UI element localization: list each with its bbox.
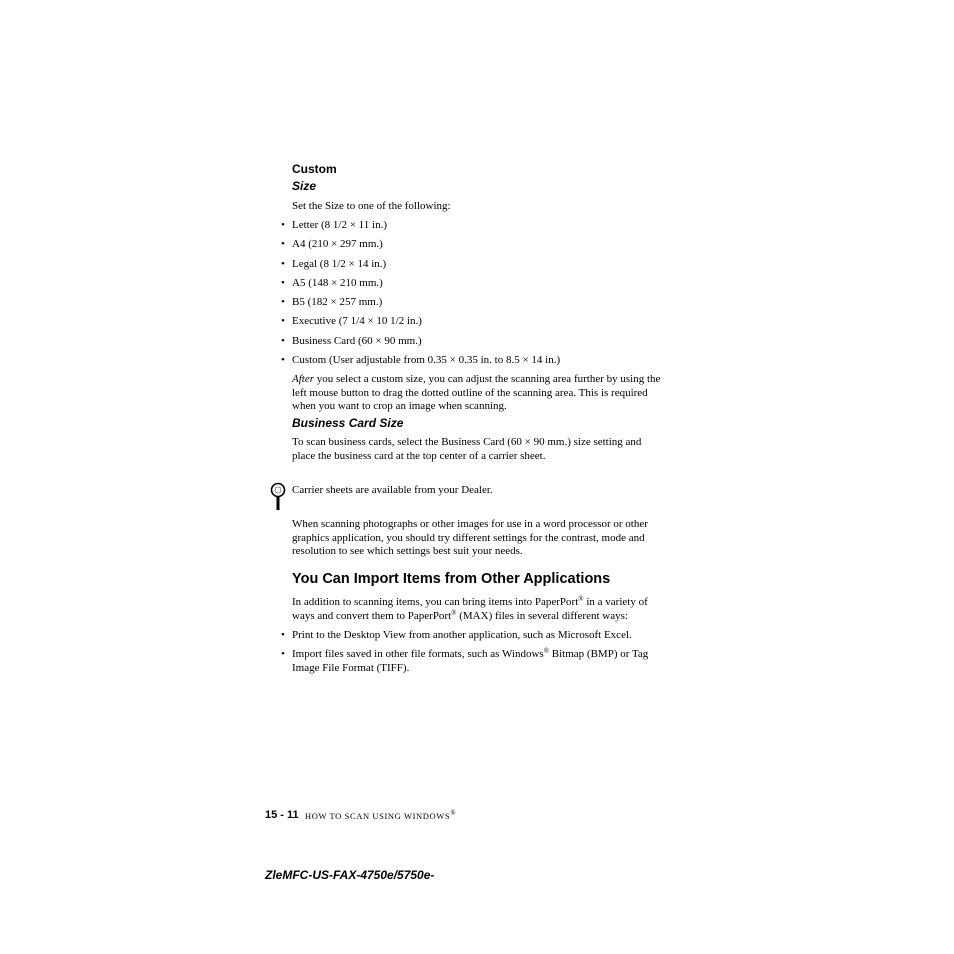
document-id: ZleMFC-US-FAX-4750e/5750e-	[265, 868, 435, 882]
note-text: Carrier sheets are available from your Dealer.	[292, 484, 493, 496]
bullet: •	[281, 258, 285, 270]
bullet2-part-a: Import files saved in other file formats, such as Windows	[292, 648, 544, 660]
bullet: •	[281, 648, 285, 660]
size-intro-text: Set the Size to one of the following:	[292, 200, 451, 212]
after-lead-word: After	[292, 373, 314, 385]
bullet: •	[281, 315, 285, 327]
list-item: Custom (User adjustable from 0.35 × 0.35 in. to 8.5 × 14 in.)	[292, 354, 561, 366]
bullet: •	[281, 219, 285, 231]
registered-mark: ®	[451, 608, 457, 617]
list-item: Executive (7 1/4 × 10 1/2 in.)	[292, 315, 422, 327]
footer-page-number: 15 - 11	[265, 809, 299, 821]
import-intro	[292, 596, 664, 623]
import-bullet-print: Print to the Desktop View from another application, such as Microsoft Excel.	[292, 629, 632, 641]
chapter-text: HOW TO SCAN USING WINDOWS	[305, 811, 451, 821]
business-card-text: To scan business cards, select the Business Card (60 × 90 mm.) size setting and place the business card at the top center of a carrier sheet.	[292, 436, 642, 462]
bullet: •	[281, 335, 285, 347]
registered-mark: ®	[578, 595, 584, 603]
photo-tip-paragraph: When scanning photographs or other images for use in a word processor or other graphics application, you should try different settings for the contrast, mode and resolution to see which settings best suit your needs.	[292, 518, 648, 557]
bullet: •	[281, 629, 285, 641]
bullet2-part-b: Bitmap (BMP) or Tag Image File Format (TIFF).	[292, 648, 649, 674]
intro-part-a: In addition to scanning items, you can bring items into PaperPort	[292, 596, 579, 608]
subheading-business-card-size: Business Card Size	[292, 416, 404, 430]
bullet: •	[281, 354, 285, 366]
section-heading-custom: Custom	[292, 162, 337, 176]
registered-mark: ®	[543, 647, 550, 655]
bullet: •	[281, 277, 285, 289]
list-item: Letter (8 1/2 × 11 in.)	[292, 219, 387, 231]
registered-mark: ®	[450, 809, 457, 817]
intro-part-c: (MAX) files in several different ways:	[456, 609, 628, 622]
bullet: •	[281, 296, 285, 308]
list-item: A4 (210 × 297 mm.)	[292, 238, 383, 250]
intro-part-b: in a variety of ways and convert them to PaperPort	[292, 596, 648, 622]
bullet: •	[281, 238, 285, 250]
subheading-size: Size	[292, 179, 317, 193]
list-item: A5 (148 × 210 mm.)	[292, 277, 383, 289]
list-item: Business Card (60 × 90 mm.)	[292, 335, 422, 347]
list-item: B5 (182 × 257 mm.)	[292, 296, 383, 308]
footer-chapter-title	[305, 810, 456, 824]
section-heading-import: You Can Import Items from Other Applications	[292, 571, 611, 587]
lightbulb-icon	[270, 482, 286, 517]
list-item: Legal (8 1/2 × 14 in.)	[292, 258, 387, 270]
import-bullet-files	[292, 648, 664, 675]
after-text: you select a custom size, you can adjust the scanning area further by using the left mouse button to drag the dotted outline of the scanning area. This is required when you want to crop an image when scanning.	[292, 373, 661, 412]
custom-size-explanation	[292, 373, 664, 414]
